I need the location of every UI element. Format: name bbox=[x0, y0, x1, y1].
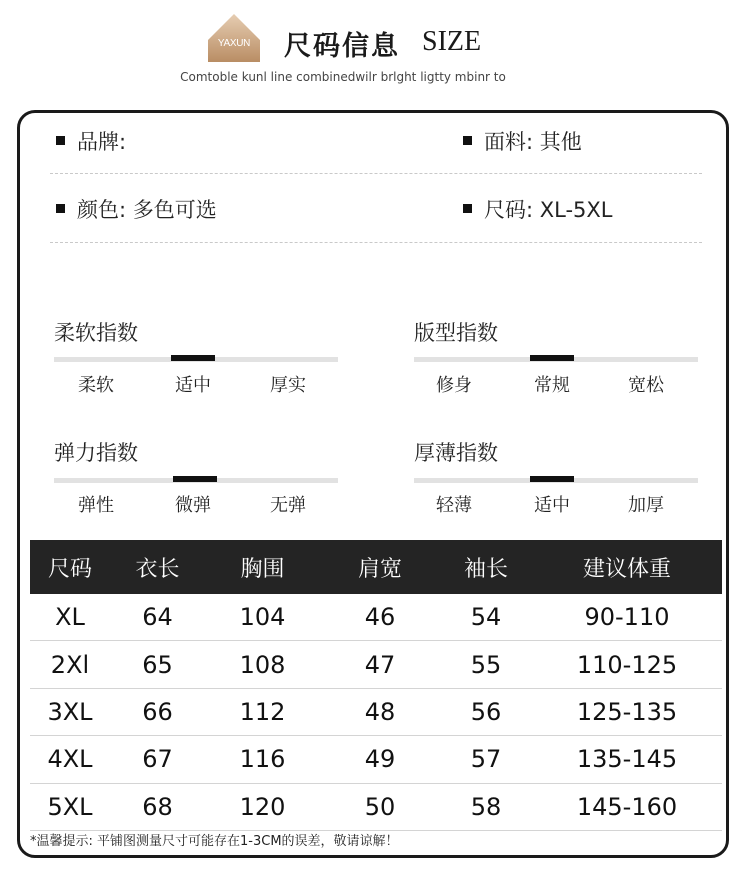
table-cell: 4XL bbox=[30, 736, 110, 783]
fit-index-marker bbox=[530, 355, 574, 361]
page-subtitle: Comtoble kunl line combinedwilr brlght ligtty mbinr to bbox=[180, 70, 506, 84]
table-cell: 67 bbox=[110, 736, 205, 783]
table-cell: XL bbox=[30, 594, 110, 641]
table-cell: 108 bbox=[205, 641, 320, 688]
fit-option: 常规 bbox=[534, 375, 570, 396]
table-cell: 47 bbox=[320, 641, 440, 688]
thickness-index-marker bbox=[530, 476, 574, 482]
table-cell: 66 bbox=[110, 688, 205, 735]
info-color bbox=[56, 194, 217, 224]
bullet-square-icon bbox=[463, 204, 472, 213]
color-label: 颜色: 多色可选 bbox=[77, 198, 217, 222]
column-header: 建议体重 bbox=[532, 540, 722, 594]
elasticity-index-marker bbox=[173, 476, 217, 482]
table-cell: 135-145 bbox=[532, 736, 722, 783]
table-cell: 112 bbox=[205, 688, 320, 735]
table-cell: 90-110 bbox=[532, 594, 722, 641]
info-brand bbox=[56, 126, 126, 156]
table-cell: 65 bbox=[110, 641, 205, 688]
table-row bbox=[30, 783, 722, 830]
divider bbox=[50, 173, 702, 174]
softness-option: 柔软 bbox=[78, 375, 114, 396]
softness-index-marker bbox=[171, 355, 215, 361]
table-cell: 50 bbox=[320, 783, 440, 830]
fabric-label: 面料: 其他 bbox=[484, 130, 582, 154]
table-cell: 68 bbox=[110, 783, 205, 830]
table-cell: 120 bbox=[205, 783, 320, 830]
column-header: 肩宽 bbox=[320, 540, 440, 594]
table-cell: 55 bbox=[440, 641, 532, 688]
table-cell: 116 bbox=[205, 736, 320, 783]
table-cell: 54 bbox=[440, 594, 532, 641]
size-label: 尺码: XL-5XL bbox=[484, 198, 613, 222]
column-header: 尺码 bbox=[30, 540, 110, 594]
bullet-square-icon bbox=[56, 204, 65, 213]
page-title-en: SIZE bbox=[422, 26, 482, 57]
table-cell: 49 bbox=[320, 736, 440, 783]
table-cell: 2Xl bbox=[30, 641, 110, 688]
elasticity-option: 弹性 bbox=[78, 495, 114, 516]
thickness-option: 适中 bbox=[534, 495, 570, 516]
softness-option: 适中 bbox=[175, 375, 211, 396]
table-cell: 3XL bbox=[30, 688, 110, 735]
thickness-index-title: 厚薄指数 bbox=[414, 441, 498, 465]
table-row bbox=[30, 688, 722, 735]
softness-option: 厚实 bbox=[270, 375, 306, 396]
measurement-note: *温馨提示: 平铺图测量尺寸可能存在1-3CM的误差，敬请谅解！ bbox=[30, 834, 399, 849]
elasticity-option: 微弹 bbox=[175, 495, 211, 516]
brand-label: 品牌: bbox=[77, 130, 127, 154]
fit-option: 修身 bbox=[436, 375, 472, 396]
info-size bbox=[463, 194, 613, 224]
thickness-option: 轻薄 bbox=[436, 495, 472, 516]
column-header: 衣长 bbox=[110, 540, 205, 594]
table-cell: 145-160 bbox=[532, 783, 722, 830]
table-row bbox=[30, 736, 722, 783]
info-fabric bbox=[463, 126, 582, 156]
thickness-option: 加厚 bbox=[628, 495, 664, 516]
column-header: 袖长 bbox=[440, 540, 532, 594]
fit-option: 宽松 bbox=[628, 375, 664, 396]
page-title: 尺码信息 bbox=[284, 31, 400, 62]
table-cell: 46 bbox=[320, 594, 440, 641]
table-cell: 5XL bbox=[30, 783, 110, 830]
table-cell: 125-135 bbox=[532, 688, 722, 735]
softness-index-title: 柔软指数 bbox=[54, 321, 138, 345]
bullet-square-icon bbox=[463, 136, 472, 145]
table-cell: 48 bbox=[320, 688, 440, 735]
logo-text: YAXUN bbox=[217, 38, 251, 49]
table-cell: 104 bbox=[205, 594, 320, 641]
table-cell: 58 bbox=[440, 783, 532, 830]
elasticity-option: 无弹 bbox=[270, 495, 306, 516]
table-header-row bbox=[30, 540, 722, 594]
table-cell: 64 bbox=[110, 594, 205, 641]
fit-index-title: 版型指数 bbox=[414, 321, 498, 345]
divider bbox=[50, 242, 702, 243]
table-cell: 110-125 bbox=[532, 641, 722, 688]
size-table bbox=[30, 540, 722, 831]
table-row bbox=[30, 641, 722, 688]
table-cell: 56 bbox=[440, 688, 532, 735]
table-cell: 57 bbox=[440, 736, 532, 783]
bullet-square-icon bbox=[56, 136, 65, 145]
table-row bbox=[30, 594, 722, 641]
column-header: 胸围 bbox=[205, 540, 320, 594]
elasticity-index-title: 弹力指数 bbox=[54, 441, 138, 465]
